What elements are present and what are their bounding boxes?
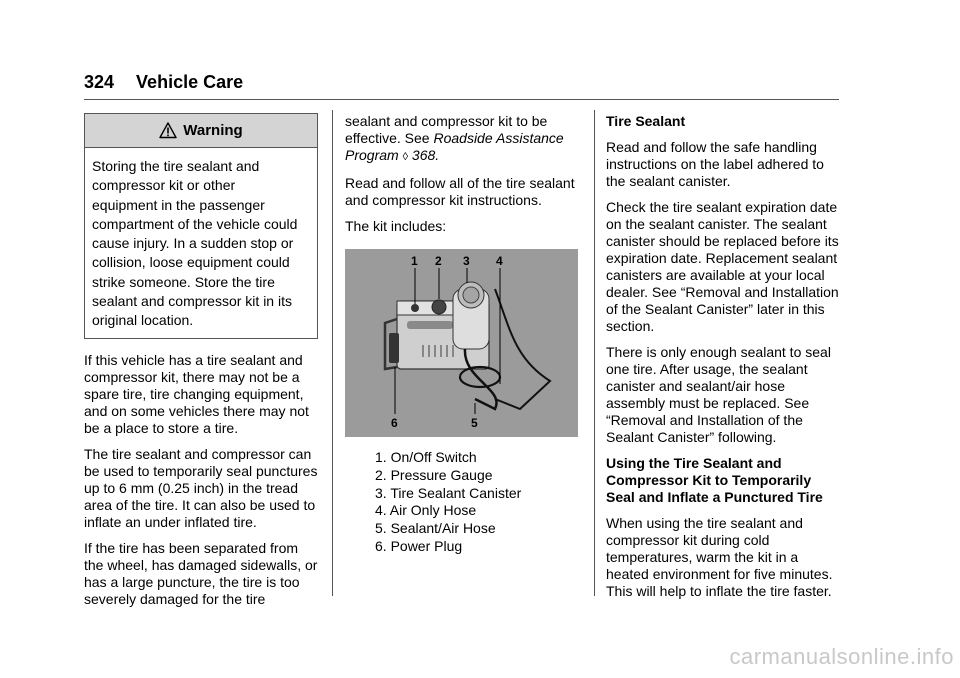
warning-title: Warning [183, 122, 243, 139]
list-item: 1. On/Off Switch [375, 449, 477, 465]
paragraph: sealant and compressor kit to be effective. See Roadside Assistance Program ◊ 368. [345, 113, 564, 163]
paragraph: The tire sealant and compressor can be used to temporarily seal punctures up to 6 mm (0.25 inch) in the tread area of the tire. It can also be used to inflate an under inflated tire. [84, 445, 318, 530]
page-ref[interactable]: 368 [411, 147, 436, 163]
header-rule [84, 99, 839, 100]
section-title: Vehicle Care [136, 72, 244, 92]
paragraph: Check the tire sealant expiration date on the sealant canister. The sealant canister should be replaced before its expiration date. Replacement sealant canisters are available at your local dealer. See “Removal and Installation of the Sealant Canister” later in this section. [606, 199, 839, 334]
list-item: 2. Pressure Gauge [375, 466, 493, 483]
paragraph: When using the tire sealant and compressor kit during cold temperatures, warm the kit in a heated environment for five minutes. This will help to inflate the tire faster. [606, 515, 833, 599]
callout-1: 1 [411, 254, 418, 268]
section-heading: Using the Tire Sealant and Compressor Kit to Temporarily Seal and Inflate a Punctured Tire [606, 455, 823, 505]
warning-box [84, 113, 318, 339]
warning-body [85, 148, 317, 338]
paragraph: If the tire has been separated from the wheel, has damaged sidewalls, or has a large puncture, the tire is too severely damaged for the tire [84, 539, 318, 607]
list-item: 3. Tire Sealant Canister [375, 484, 522, 501]
paragraph: Read and follow all of the tire sealant and compressor kit instructions. [345, 175, 575, 208]
list-item: 4. Air Only Hose [375, 502, 477, 519]
paragraph: Read and follow the safe handling instructions on the label adhered to the sealant canister. [606, 139, 824, 189]
paragraph: There is only enough sealant to seal one tire. After usage, the sealant canister and sealant/air hose assembly must be replaced. See “Removal and Installation of the Sealant Canister” following. [606, 344, 831, 445]
paragraph: If this vehicle has a tire sealant and compressor kit, there may not be a spare tire, tire changing equipment, and on some vehicles there may not be a place to store a tire. [84, 351, 309, 436]
column-2 [345, 113, 580, 556]
warning-line: cause injury. In a sudden stop or [92, 235, 294, 252]
warning-line: Storing the tire sealant and [92, 158, 260, 174]
callout-4: 4 [496, 254, 503, 268]
callout-5: 5 [471, 416, 478, 430]
watermark: carmanualsonline.info [729, 644, 954, 669]
page-ref-icon: ◊ [402, 151, 409, 163]
warning-line: strike someone. Store the tire [92, 273, 275, 290]
page-number: 324 [84, 72, 115, 92]
kit-contents-list [345, 449, 580, 555]
column-divider-1 [332, 110, 333, 596]
column-1 [84, 113, 318, 617]
warning-line: equipment in the passenger [92, 196, 265, 213]
column-3 [606, 113, 840, 609]
page-header [84, 72, 243, 93]
roadside-assistance-link[interactable]: Roadside Assistance Program [345, 130, 564, 163]
section-heading: Tire Sealant [606, 113, 686, 129]
list-item: 5. Sealant/Air Hose [375, 520, 496, 537]
warning-line: collision, loose equipment could [92, 254, 290, 271]
callout-6: 6 [391, 416, 398, 430]
callout-2: 2 [435, 254, 442, 268]
callout-3: 3 [463, 254, 470, 268]
kit-illustration [345, 249, 578, 437]
warning-line: original location. [92, 312, 194, 329]
column-divider-2 [594, 110, 595, 596]
warning-line: compartment of the vehicle could [92, 215, 298, 232]
list-item: 6. Power Plug [375, 537, 463, 554]
paragraph: The kit includes: [345, 218, 447, 234]
warning-header [85, 114, 317, 148]
warning-line: compressor kit or other [92, 177, 236, 194]
warning-line: sealant and compressor kit in its [92, 293, 292, 310]
warning-icon [159, 122, 177, 139]
